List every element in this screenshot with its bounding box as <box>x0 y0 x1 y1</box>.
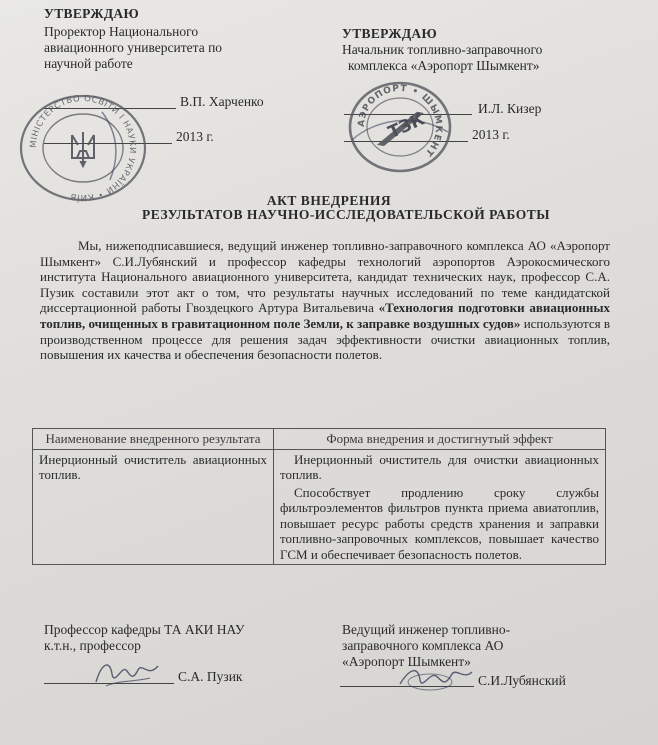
act-subtitle: РЕЗУЛЬТАТОВ НАУЧНО-ИССЛЕДОВАТЕЛЬСКОЙ РАБОТЫ <box>142 207 550 222</box>
approval-left-line-3: научной работе <box>44 56 133 71</box>
body-text-research-topic: «Технология подготовки авиационных топлив, очищенных в гравитационном поле Земли, к заправке воздушных судов» <box>40 300 610 331</box>
airport-seal-text: АЭРОПОРТ • ШЫМКЕНТ <box>356 83 444 159</box>
table-row <box>33 449 606 565</box>
table-header-row <box>33 429 606 450</box>
trident-icon <box>72 132 94 166</box>
approval-left-heading: УТВЕРЖДАЮ <box>44 6 139 21</box>
approval-right-heading: УТВЕРЖДАЮ <box>342 26 437 41</box>
approval-right-year: 2013 г. <box>472 127 510 142</box>
approval-left-signer: В.П. Харченко <box>180 94 264 109</box>
table-header-result-name: Наименование внедренного результата <box>33 429 274 450</box>
act-body-paragraph <box>40 238 610 363</box>
airport-seal-center <box>371 108 430 149</box>
university-seal <box>10 92 156 204</box>
signature-left-name: С.А. Пузик <box>178 669 243 684</box>
signature-left-scribble <box>92 656 162 692</box>
effect-text-1: Инерционный очиститель для очистки авиационных топлив. <box>280 451 599 482</box>
table-header-implementation-form: Форма внедрения и достигнутый эффект <box>274 429 606 450</box>
approval-left-line-2: авиационного университета по <box>44 40 223 55</box>
approval-right-signer: И.Л. Кизер <box>478 101 542 116</box>
body-text-part2: используются в производственном процессе для решения задач эффективности очистки авиационных топлив, повышения их качества и обеспечения безопасности полетов. <box>40 315 610 363</box>
implementation-table <box>32 428 606 565</box>
approval-right-line-2: комплекса «Аэропорт Шымкент» <box>348 58 540 73</box>
signature-left-line-2: к.т.н., профессор <box>44 638 141 653</box>
signature-right-line-3: «Аэропорт Шымкент» <box>342 654 471 669</box>
approval-left-year: 2013 г. <box>176 129 214 144</box>
airport-seal <box>344 78 456 176</box>
table-cell-result-name <box>33 449 274 565</box>
signature-right-line-1: Ведущий инженер топливно- <box>342 622 511 637</box>
act-title: АКТ ВНЕДРЕНИЯ <box>266 193 392 208</box>
tzk-logo-text: ТЗК <box>385 109 428 143</box>
approval-left-line-1: Проректор Национального <box>44 24 199 39</box>
body-text-part1: Мы, нижеподписавшиеся, ведущий инженер топливно-заправочного комплекса АО «Аэропорт Шымкент» С.И.Лубянский и профессор кафедры технологий аэропортов Аэрокосмического института Национального авиационного университета, кандидат технических наук, профессор С.А. Пузик составили этот акт о том, что результаты научных исследований по теме кандидатской диссертационной работы Гвоздецкого Артура Витальевича <box>40 238 610 316</box>
signature-right-name: С.И.Лубянский <box>478 673 566 688</box>
signature-right-line-2: заправочного комплекса АО <box>342 638 504 653</box>
university-seal-text: МІНІСТЕРСТВО ОСВІТИ І НАУКИ УКРАЇНИ • КИЇВ <box>28 93 138 203</box>
effect-text-2: Способствует продлению сроку службы фильтроэлементов фильтров пункта приема авиатоплив, повышает ресурс работы средств хранения и заправки топливно-запровочных комплексов, повышает качество ГСМ и обеспечивает безопасность полетов. <box>280 484 599 562</box>
approval-right-line-1: Начальник топливно-заправочного <box>342 42 543 57</box>
table-cell-effect <box>274 449 606 565</box>
signature-right-scribble <box>396 660 476 696</box>
signature-left-line-1: Профессор кафедры ТА АКИ НАУ <box>44 622 245 637</box>
approval-left-signature-stroke <box>102 112 116 180</box>
result-name-text: Инерционный очиститель авиационных топлив. <box>39 451 267 482</box>
